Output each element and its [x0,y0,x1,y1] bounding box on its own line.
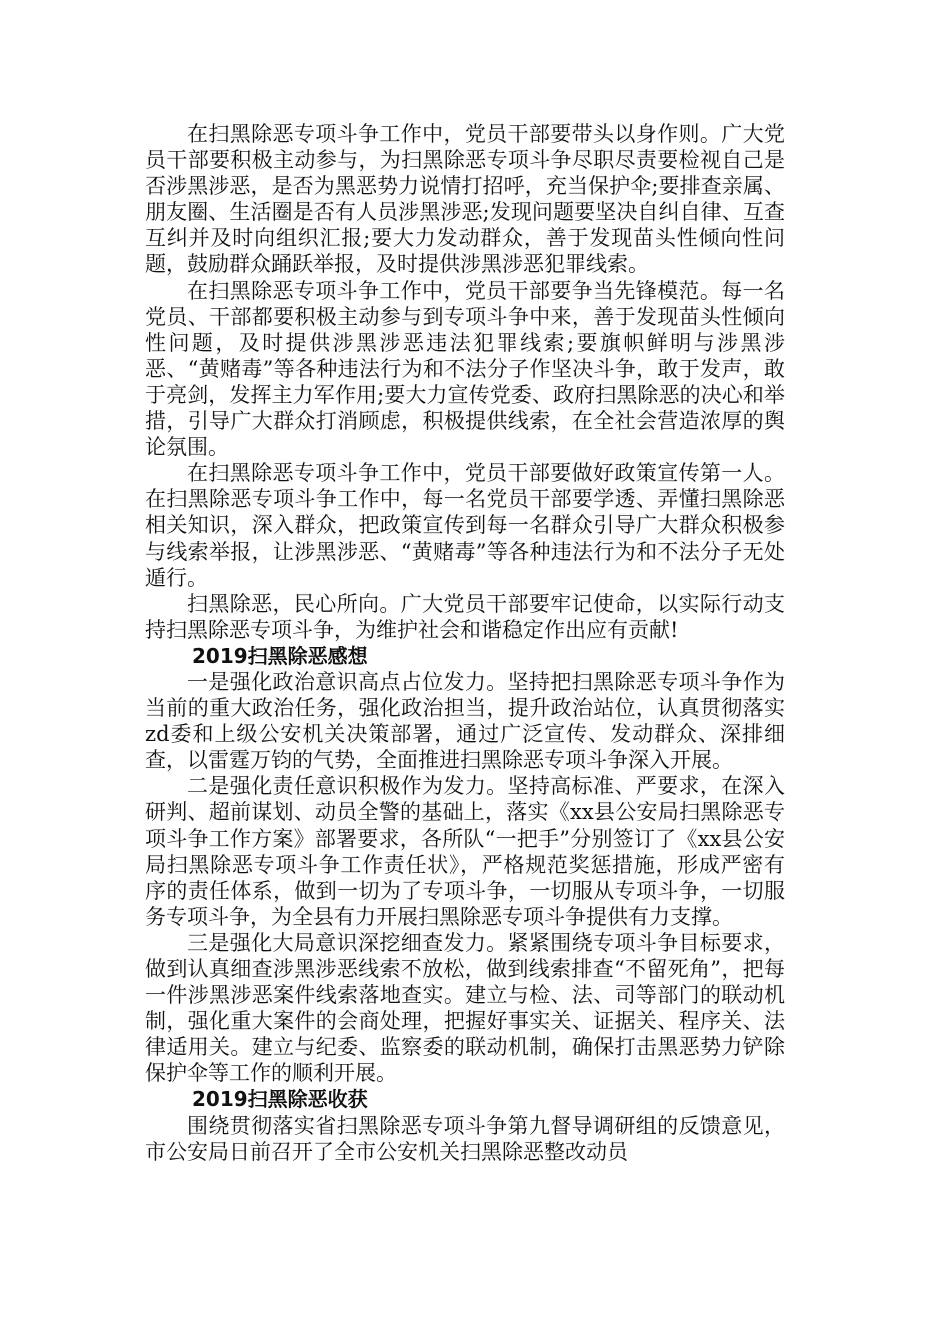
paragraph-rectification-meeting: 围绕贯彻落实省扫黑除恶专项斗争第九督导调研组的反馈意见，市公安局日前召开了全市公安机关扫黑除恶整改动员 [145,1113,785,1164]
paragraph-lead-by-example: 在扫黑除恶专项斗争工作中，党员干部要带头以身作则。广大党员干部要积极主动参与，为扫黑除恶专项斗争尽职尽责要检视自己是否涉黑涉恶，是否为黑恶势力说情打招呼，充当保护伞;要排查亲属、朋友圈、生活圈是否有人员涉黑涉恶;发现问题要坚决自纠自律、互查互纠并及时向组织汇报;要大力发动群众，善于发现苗头性倾向性问题，鼓励群众踊跃举报，及时提供涉黑涉恶犯罪线索。 [145,122,785,277]
document-body [145,121,785,1165]
section-heading-gains: 2019扫黑除恶收获 [192,1087,368,1112]
paragraph-policy-publicity: 在扫黑除恶专项斗争工作中，党员干部要做好政策宣传第一人。在扫黑除恶专项斗争工作中，每一名党员干部要学透、弄懂扫黑除恶相关知识，深入群众，把政策宣传到每一名群众引导广大群众积极参与线索举报，让涉黑涉恶、“黄赌毒”等各种违法行为和不法分子无处遁行。 [145,461,785,590]
paragraph-political-awareness: 一是强化政治意识高点占位发力。坚持把扫黑除恶专项斗争作为当前的重大政治任务，强化政治担当，提升政治站位，认真贯彻落实zd委和上级公安机关决策部署，通过广泛宣传、发动群众、深排细查，以雷霆万钧的气势，全面推进扫黑除恶专项斗争深入开展。 [145,669,785,773]
paragraph-overall-awareness: 三是强化大局意识深挖细查发力。紧紧围绕专项斗争目标要求，做到认真细查涉黑涉恶线索不放松，做到线索排查“不留死角”，把每一件涉黑涉恶案件线索落地查实。建立与检、法、司等部门的联动机制，强化重大案件的会商处理，把握好事实关、证据关、程序关、法律适用关。建立与纪委、监察委的联动机制，确保打击黑恶势力铲除保护伞等工作的顺利开展。 [145,930,785,1086]
paragraph-vanguard-model: 在扫黑除恶专项斗争工作中，党员干部要争当先锋模范。每一名党员、干部都要积极主动参与到专项斗争中来，善于发现苗头性倾向性问题，及时提供涉黑涉恶违法犯罪线索;要旗帜鲜明与涉黑涉恶、“黄赌毒”等各种违法行为和不法分子作坚决斗争，敢于发声，敢于亮剑，发挥主力军作用;要大力宣传党委、政府扫黑除恶的决心和举措，引导广大群众打消顾虑，积极提供线索，在全社会营造浓厚的舆论氛围。 [145,278,785,460]
paragraph-public-support: 扫黑除恶，民心所向。广大党员干部要牢记使命，以实际行动支持扫黑除恶专项斗争，为维护社会和谐稳定作出应有贡献! [145,591,785,642]
section-heading-reflections: 2019扫黑除恶感想 [192,643,368,668]
paragraph-responsibility-awareness: 二是强化责任意识积极作为发力。坚持高标准、严要求，在深入研判、超前谋划、动员全警的基础上，落实《xx县公安局扫黑除恶专项斗争工作方案》部署要求，各所队“一把手”分别签订了《xx县公安局扫黑除恶专项斗争工作责任状》，严格规范奖惩措施，形成严密有序的责任体系，做到一切为了专项斗争，一切服从专项斗争，一切服务专项斗争，为全县有力开展扫黑除恶专项斗争提供有力支撑。 [145,774,785,929]
